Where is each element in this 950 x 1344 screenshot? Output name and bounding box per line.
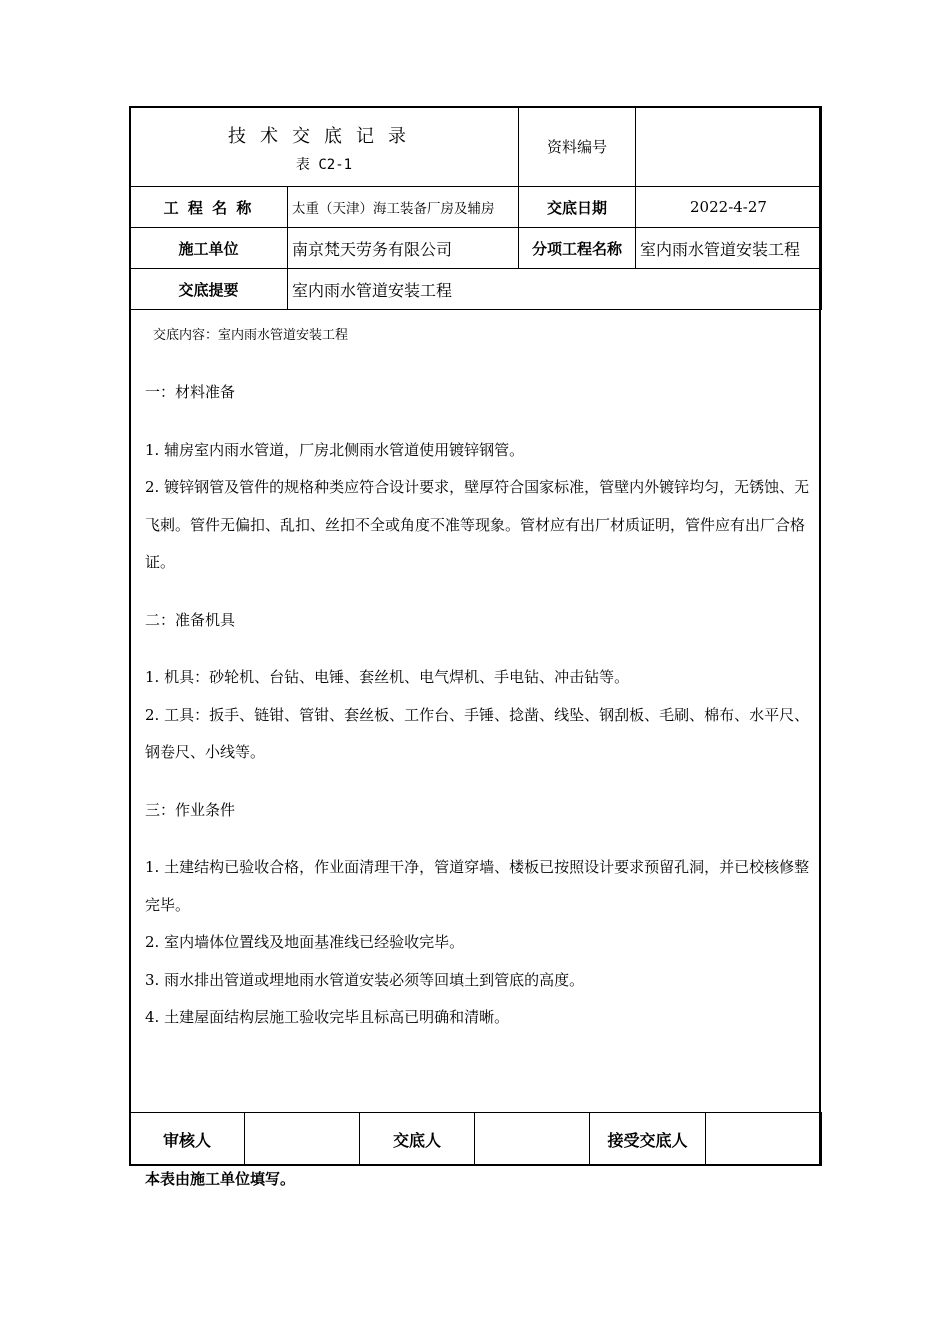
receiver-signature: [706, 1113, 822, 1166]
subproject-value: 室内雨水管道安装工程: [636, 228, 822, 269]
discloser-signature: [475, 1113, 590, 1166]
list-item: 1. 土建结构已验收合格，作业面清理干净，管道穿墙、楼板已按照设计要求预留孔洞，并已校核修整完毕。: [145, 858, 810, 914]
list-item: 1. 机具：砂轮机、台钻、电锤、套丝机、电气焊机、手电钻、冲击钻等。: [145, 668, 630, 686]
project-name-label: 工 程 名 称: [130, 187, 288, 228]
header-table: [129, 106, 822, 310]
section-heading: 三：作业条件: [145, 800, 236, 819]
list-item: 2. 室内墙体位置线及地面基准线已经验收完毕。: [145, 933, 465, 951]
section-heading: 二：准备机具: [145, 610, 236, 629]
disclosure-content: [145, 318, 815, 1037]
reviewer-label: 审核人: [130, 1113, 245, 1166]
contractor-value: 南京梵天劳务有限公司: [288, 228, 519, 269]
list-item: 1. 辅房室内雨水管道，厂房北侧雨水管道使用镀锌钢管。: [145, 440, 525, 459]
signature-table: [129, 1112, 822, 1166]
list-item: 2. 镀锌钢管及管件的规格种类应符合设计要求，壁厚符合国家标准，管壁内外镀锌均匀，无锈蚀、无飞刺。管件无偏扣、乱扣、丝扣不全或角度不准等现象。管材应有出厂材质证明，管件应有出厂合格证。: [145, 478, 810, 571]
list-item: 2. 工具：扳手、链钳、管钳、套丝板、工作台、手锤、捻凿、线坠、钢刮板、毛刷、棉布、水平尺、钢卷尺、小线等。: [145, 705, 810, 761]
reviewer-signature: [245, 1113, 360, 1166]
date-value: 2022-4-27: [636, 187, 822, 228]
page-title: 技术交底记录: [228, 125, 420, 147]
summary-label: 交底提要: [130, 269, 288, 310]
summary-value: 室内雨水管道安装工程: [288, 269, 822, 310]
list-item: 4. 土建屋面结构层施工验收完毕且标高已明确和清晰。: [145, 1008, 510, 1026]
receiver-label: 接受交底人: [590, 1113, 706, 1166]
section-heading: 一：材料准备: [145, 383, 236, 401]
project-name-value: 太重（天津）海工装备厂房及辅房: [288, 187, 519, 228]
footnote: 本表由施工单位填写。: [145, 1170, 296, 1188]
doc-no-label: 资料编号: [519, 107, 636, 187]
discloser-label: 交底人: [360, 1113, 475, 1166]
content-intro: 交底内容：室内雨水管道安装工程: [153, 328, 349, 343]
subproject-label: 分项工程名称: [519, 228, 636, 269]
list-item: 3. 雨水排出管道或埋地雨水管道安装必须等回填土到管底的高度。: [145, 970, 585, 989]
form-number: 表 C2-1: [295, 156, 353, 173]
title-cell: [130, 107, 519, 187]
contractor-label: 施工单位: [130, 228, 288, 269]
doc-no-value: [636, 107, 822, 187]
date-label: 交底日期: [519, 187, 636, 228]
